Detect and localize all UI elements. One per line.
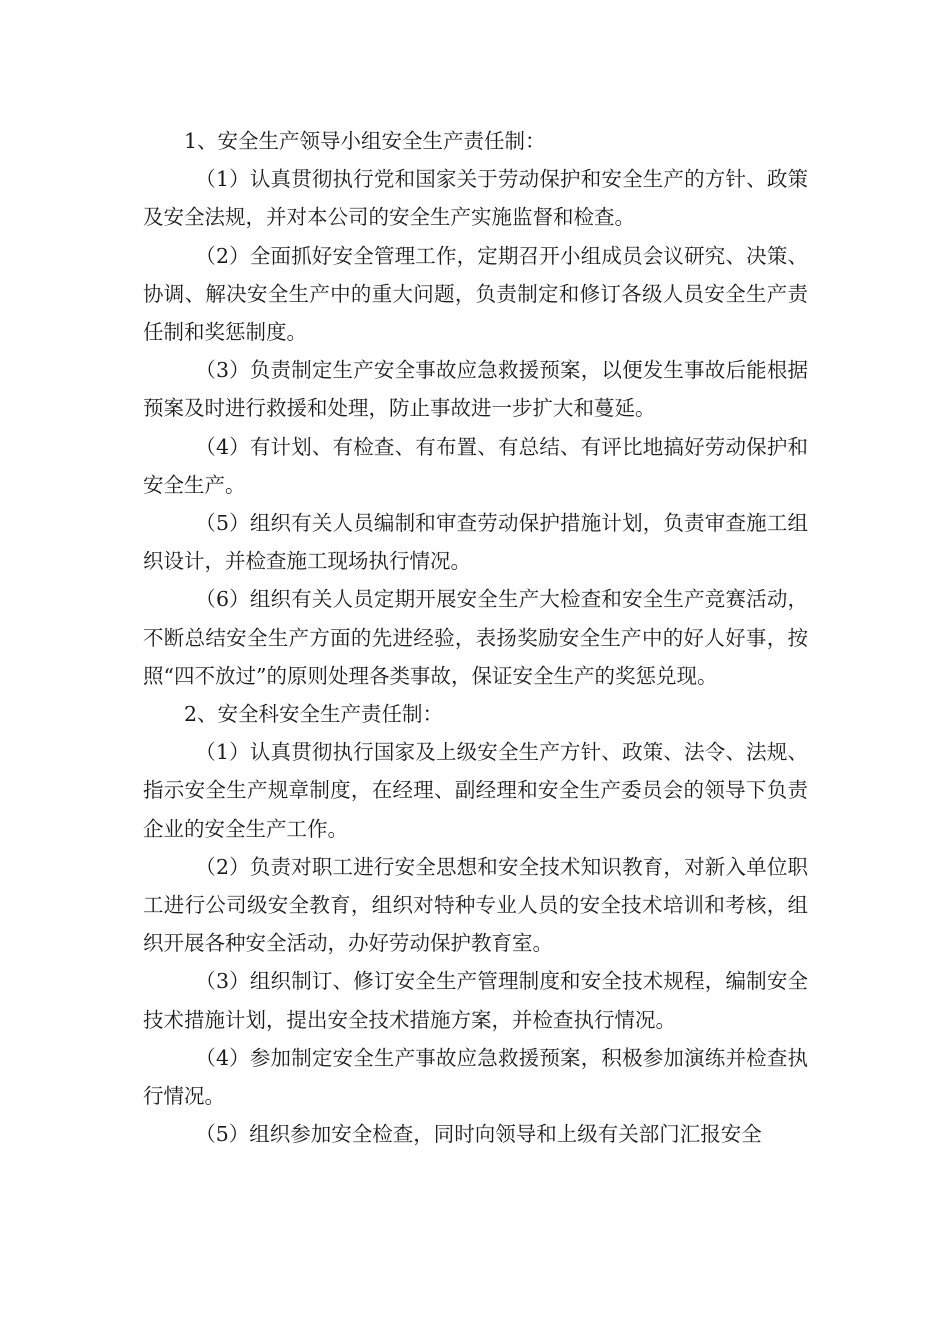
section-heading-2: 2、安全科安全生产责任制： (184, 702, 444, 727)
section-heading-1: 1、安全生产领导小组安全生产责任制： (184, 129, 546, 153)
paragraph-1-1: （1）认真贯彻执行党和国家关于劳动保护和安全生产的方针、政策及安全法规，并对本公司的安全生产实施监督和检查。 (143, 167, 808, 230)
paragraph-2-1: （1）认真贯彻执行国家及上级安全生产方针、政策、法令、法规、指示安全生产规章制度，在经理、副经理和安全生产委员会的领导下负责企业的安全生产工作。 (143, 740, 808, 841)
paragraph-1-3: （3）负责制定生产安全事故应急救援预案，以便发生事故后能根据预案及时进行救援和处理，防止事故进一步扩大和蔓延。 (143, 358, 808, 421)
paragraph-1-6: （6）组织有关人员定期开展安全生产大检查和安全生产竞赛活动，不断总结安全生产方面的先进经验，表扬奖励安全生产中的好人好事，按照“四不放过”的原则处理各类事故，保证安全生产的奖惩兑现。 (143, 587, 808, 688)
paragraph-2-2: （2）负责对职工进行安全思想和安全技术知识教育，对新入单位职工进行公司级安全教育，组织对特种专业人员的安全技术培训和考核，组织开展各种安全活动，办好劳动保护教育室。 (143, 854, 808, 956)
paragraph-2-4: （4）参加制定安全生产事故应急救援预案，积极参加演练并检查执行情况。 (143, 1045, 808, 1109)
paragraph-2-3: （3）组织制订、修订安全生产管理制度和安全技术规程，编制安全技术措施计划，提出安全技术措施方案，并检查执行情况。 (143, 969, 808, 1032)
paragraph-1-5: （5）组织有关人员编制和审查劳动保护措施计划，负责审查施工组织设计，并检查施工现场执行情况。 (143, 511, 808, 574)
paragraph-1-2: （2）全面抓好安全管理工作，定期召开小组成员会议研究、决策、协调、解决安全生产中的重大问题，负责制定和修订各级人员安全生产责任制和奖惩制度。 (143, 243, 808, 345)
paragraph-1-4: （4）有计划、有检查、有布置、有总结、有评比地搞好劳动保护和安全生产。 (143, 434, 808, 497)
paragraph-2-5: （5）组织参加安全检查，同时向领导和上级有关部门汇报安全 (195, 1122, 762, 1147)
document-body (143, 122, 808, 1153)
